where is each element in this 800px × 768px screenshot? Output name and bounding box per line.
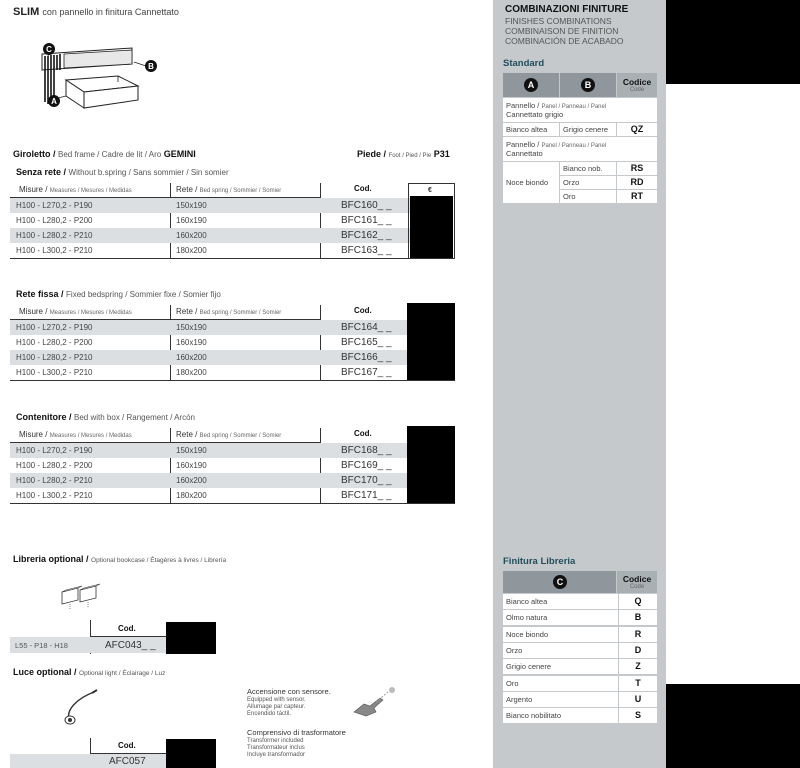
combo-1-code: QZ [617, 123, 657, 136]
row-measure: H100 - L300,2 - P210 [16, 368, 93, 377]
combo-2-code: RS [617, 162, 657, 175]
row-measure: H100 - L300,2 - P210 [16, 246, 93, 255]
b-marker: B [581, 78, 595, 92]
table-title: Senza rete / Without b.spring / Sans sommier / Sin somier [16, 167, 229, 177]
combo-1-a: Bianco altea [503, 123, 559, 136]
table-row [10, 213, 410, 228]
combo-2-a: Noce biondo [503, 162, 559, 203]
c-marker: C [553, 575, 567, 589]
panel-finish-2: Pannello / Panel / Panneau / Panel Cannettato [503, 137, 657, 161]
sensor-line: Equipped with sensor. [247, 697, 306, 703]
sensor-line: Allumage par capteur. [247, 704, 306, 710]
library-measure: L55 - P18 - H18 [15, 641, 68, 650]
library-code-header: Cod. [118, 624, 136, 633]
standard-heading: Standard [503, 58, 545, 69]
col-rete-header: Rete / Bed spring / Sommier / Somier [176, 307, 282, 316]
product-name: SLIM [13, 6, 40, 18]
row-rete: 160x190 [176, 461, 207, 470]
row-measure: H100 - L280,2 - P210 [16, 353, 93, 362]
library-finish-heading: Finitura Libreria [503, 556, 576, 567]
divider [10, 503, 455, 504]
row-measure: H100 - L270,2 - P190 [16, 201, 93, 210]
finish-label: Olmo natura [506, 613, 548, 623]
col-code-header: Cod. [354, 184, 372, 193]
sensor-line: Encendido táctil. [247, 711, 292, 717]
transformer-line: Transformateur inclus [247, 745, 305, 751]
col-code-header: Cod. [354, 306, 372, 315]
col-rete-header: Rete / Bed spring / Sommier / Somier [176, 430, 282, 439]
reading-light-icon [60, 688, 104, 726]
table-row [10, 320, 410, 335]
row-rete: 160x200 [176, 231, 207, 240]
row-code: BFC167_ _ [341, 367, 392, 378]
col-rete-header: Rete / Bed spring / Sommier / Somier [176, 185, 282, 194]
label-c-text: C [46, 45, 52, 54]
finish-label: Bianco nobilitato [506, 711, 562, 721]
row-code: BFC171_ _ [341, 490, 392, 501]
finishes-title: COMBINAZIONI FINITURE [505, 4, 629, 15]
row-code: BFC162_ _ [341, 230, 392, 241]
bed-diagram [36, 42, 166, 114]
table-row [10, 350, 410, 365]
finish-code: R [634, 628, 642, 639]
product-subtitle: con pannello in finitura Cannettato [42, 7, 179, 17]
panel-finish-1: Pannello / Panel / Panneau / Panel Cannettato grigio [503, 98, 657, 122]
row-rete: 150x190 [176, 446, 207, 455]
col-c-header [503, 571, 616, 593]
finishes-subtitle: COMBINACIÓN DE ACABADO [505, 36, 624, 46]
finish-label: Grigio cenere [506, 662, 552, 672]
redacted-block [666, 0, 800, 84]
library-finish-row [503, 594, 657, 609]
table-title: Contenitore / Bed with box / Rangement / Arcón [16, 412, 195, 422]
sensor-title: Accensione con sensore. [247, 687, 331, 696]
combo-3-b: Orzo [560, 176, 616, 189]
row-code: BFC161_ _ [341, 215, 392, 226]
combo-2-b: Bianco nob. [560, 162, 616, 175]
row-rete: 160x190 [176, 338, 207, 347]
library-finish-row [503, 676, 657, 691]
col-measures-header: Misure / Measures / Mesures / Medidas [19, 307, 132, 316]
price-cell-redacted [166, 622, 216, 654]
a-marker: A [524, 78, 538, 92]
bed-frame-model: GEMINI [163, 149, 196, 159]
light-title: Luce optional / Optional light / Éclairage / Luz [13, 667, 166, 677]
library-finish-row [503, 659, 657, 674]
finish-code: S [634, 710, 641, 721]
price-cell-redacted [407, 303, 455, 380]
row-measure: H100 - L280,2 - P200 [16, 338, 93, 347]
row-code: BFC170_ _ [341, 475, 392, 486]
finishes-subtitle: FINISHES COMBINATIONS [505, 16, 612, 26]
table-row [10, 198, 410, 213]
row-rete: 180x200 [176, 368, 207, 377]
label-b-text: B [148, 62, 154, 71]
row-rete: 150x190 [176, 201, 207, 210]
transformer-line: Transformer included [247, 738, 304, 744]
divider [10, 380, 455, 381]
table-row [10, 335, 410, 350]
transformer-title: Comprensivo di trasformatore [247, 728, 346, 737]
table-row [10, 228, 410, 243]
light-row [10, 754, 166, 768]
row-code: BFC164_ _ [341, 322, 392, 333]
finish-code: B [634, 612, 642, 623]
table-title: Rete fissa / Fixed bedspring / Sommier fixe / Somier fijo [16, 289, 221, 299]
finishes-subtitle: COMBINAISON DE FINITION [505, 26, 619, 36]
table-row [10, 458, 410, 473]
divider [10, 258, 455, 259]
table-row [10, 443, 410, 458]
finish-label: Orzo [506, 645, 523, 655]
light-code: AFC057 [109, 756, 146, 767]
row-rete: 160x190 [176, 216, 207, 225]
row-measure: H100 - L300,2 - P210 [16, 491, 93, 500]
row-rete: 180x200 [176, 491, 207, 500]
row-code: BFC160_ _ [341, 200, 392, 211]
library-row [10, 637, 166, 653]
page-title [13, 6, 179, 18]
redacted-block [666, 684, 800, 768]
row-code: BFC163_ _ [341, 245, 392, 256]
col-a-header [503, 73, 559, 97]
library-finish-row [503, 643, 657, 658]
finish-code: U [634, 693, 642, 704]
bed-frame-label: Giroletto / Bed frame / Cadre de lit / Aro GEMINI [13, 149, 196, 159]
touch-sensor-icon [350, 686, 398, 720]
col-measures-header: Misure / Measures / Mesures / Medidas [19, 185, 132, 194]
light-code-header: Cod. [118, 741, 136, 750]
table-row [10, 243, 410, 258]
transformer-line: Incluye transformador [247, 752, 306, 758]
col-price-header: € [428, 187, 432, 194]
combo-3-code: RD [617, 176, 657, 189]
row-code: BFC165_ _ [341, 337, 392, 348]
library-finish-row [503, 627, 657, 642]
finish-label: Noce biondo [506, 629, 549, 639]
finish-label: Argento [506, 694, 533, 704]
finish-code: D [634, 644, 642, 655]
library-finish-row [503, 692, 657, 707]
library-title: Libreria optional / Optional bookcase / Étagères à livres / Librería [13, 554, 227, 564]
col-code-header: Cod. [354, 429, 372, 438]
col-measures-header: Misure / Measures / Mesures / Medidas [19, 430, 132, 439]
finish-code: Q [634, 596, 642, 606]
finish-code: Z [635, 661, 641, 672]
library-finish-row [503, 708, 657, 723]
row-measure: H100 - L280,2 - P200 [16, 216, 93, 225]
row-code: BFC166_ _ [341, 352, 392, 363]
combo-4-code: RT [617, 190, 657, 203]
row-measure: H100 - L280,2 - P210 [16, 476, 93, 485]
row-measure: H100 - L270,2 - P190 [16, 323, 93, 332]
table-row [10, 473, 410, 488]
row-rete: 160x200 [176, 476, 207, 485]
finish-label: Bianco altea [506, 597, 548, 606]
finish-code: T [635, 677, 641, 688]
price-column-frame [408, 183, 455, 259]
row-code: BFC169_ _ [341, 460, 392, 471]
foot-label: Piede / Foot / Pied / Pie P31 [357, 149, 450, 159]
library-finish-row [503, 610, 657, 625]
row-measure: H100 - L270,2 - P190 [16, 446, 93, 455]
row-measure: H100 - L280,2 - P210 [16, 231, 93, 240]
col-code-header: Codice Code [617, 73, 657, 97]
row-rete: 150x190 [176, 323, 207, 332]
foot-code: P31 [433, 149, 450, 159]
price-cell-redacted [407, 426, 455, 503]
combo-4-b: Oro [560, 190, 616, 203]
table-row [10, 488, 410, 503]
col-b-header [560, 73, 616, 97]
row-measure: H100 - L280,2 - P200 [16, 461, 93, 470]
col-code-header: Codice Code [617, 571, 657, 593]
combo-1-b: Grigio cenere [560, 123, 616, 136]
table-row [10, 365, 410, 380]
bookcase-icon [58, 582, 102, 610]
row-code: BFC168_ _ [341, 445, 392, 456]
row-rete: 160x200 [176, 353, 207, 362]
label-a-text: A [51, 97, 57, 106]
library-code: AFC043_ _ [105, 640, 156, 651]
finish-label: Oro [506, 678, 519, 688]
row-rete: 180x200 [176, 246, 207, 255]
price-cell-redacted [166, 739, 216, 768]
